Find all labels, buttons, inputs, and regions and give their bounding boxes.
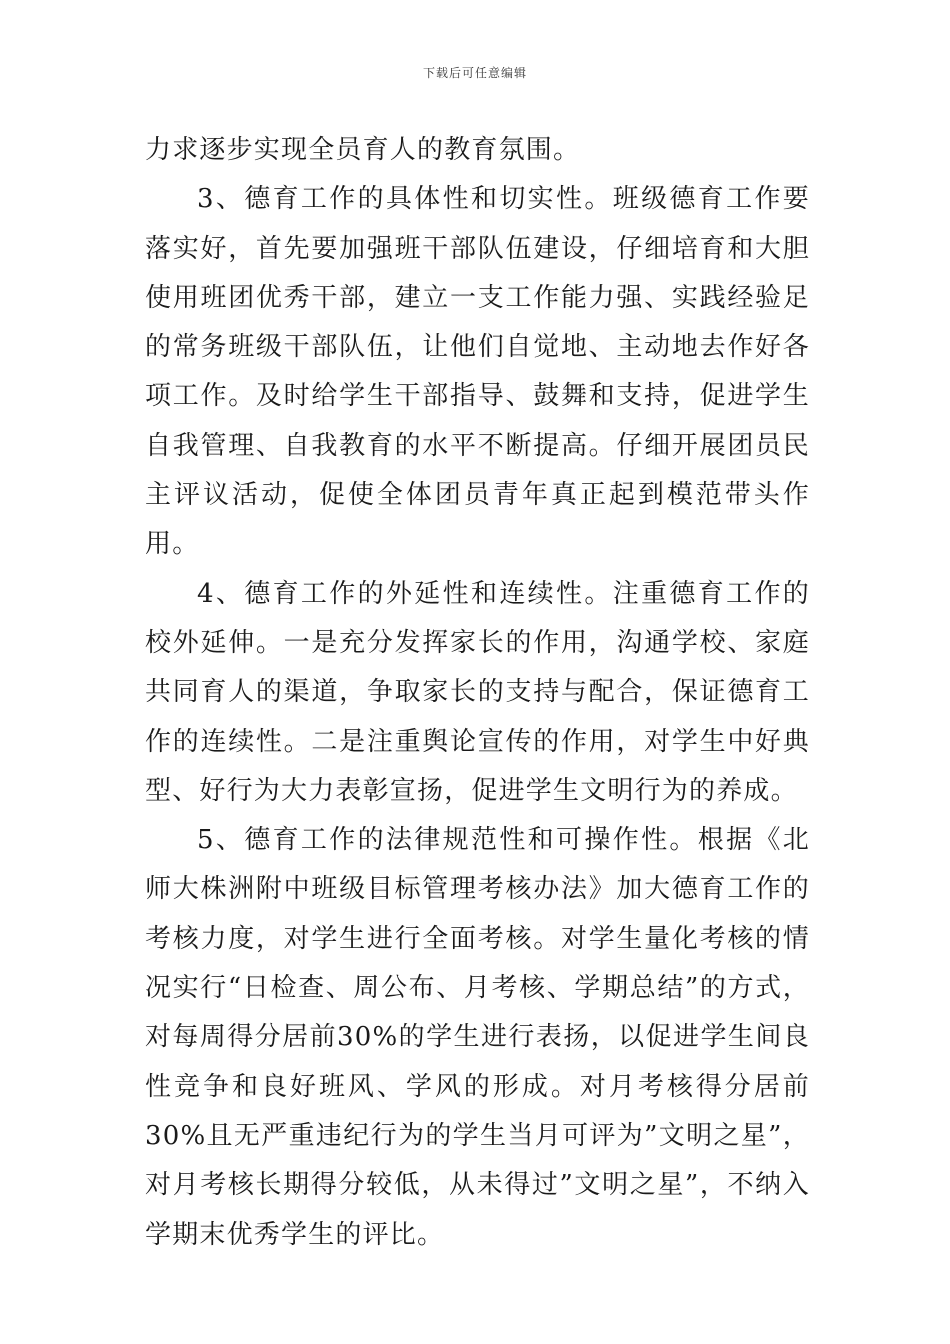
document-body xyxy=(145,126,810,1260)
paragraph-continuation: 力求逐步实现全员育人的教育氛围。 xyxy=(145,135,581,165)
paragraph-item-5: 5、德育工作的法律规范性和可操作性。根据《北师大株洲附中班级目标管理考核办法》加大德育工作的考核力度，对学生进行全面考核。对学生量化考核的情况实行“日检查、周公布、月考核、学期总结”的方式，对每周得分居前30%的学生进行表扬，以促进学生间良性竞争和良好班风、学风的形成。对月考核得分居前30%且无严重违纪行为的学生当月可评为”文明之星”，对月考核长期得分较低，从未得过”文明之星”，不纳入学期末优秀学生的评比。 xyxy=(145,825,810,1250)
page-header: 下载后可任意编辑 xyxy=(422,66,527,80)
paragraph-item-4: 4、德育工作的外延性和连续性。注重德育工作的校外延伸。一是充分发挥家长的作用，沟通学校、家庭共同育人的渠道，争取家长的支持与配合，保证德育工作的连续性。二是注重舆论宣传的作用，对学生中好典型、好行为大力表彰宣扬，促进学生文明行为的养成。 xyxy=(145,578,810,806)
paragraph-item-3: 3、德育工作的具体性和切实性。班级德育工作要落实好，首先要加强班干部队伍建设，仔细培育和大胆使用班团优秀干部，建立一支工作能力强、实践经验足的常务班级干部队伍，让他们自觉地、主动地去作好各项工作。及时给学生干部指导、鼓舞和支持，促进学生自我管理、自我教育的水平不断提高。仔细开展团员民主评议活动，促使全体团员青年真正起到模范带头作用。 xyxy=(145,184,810,560)
